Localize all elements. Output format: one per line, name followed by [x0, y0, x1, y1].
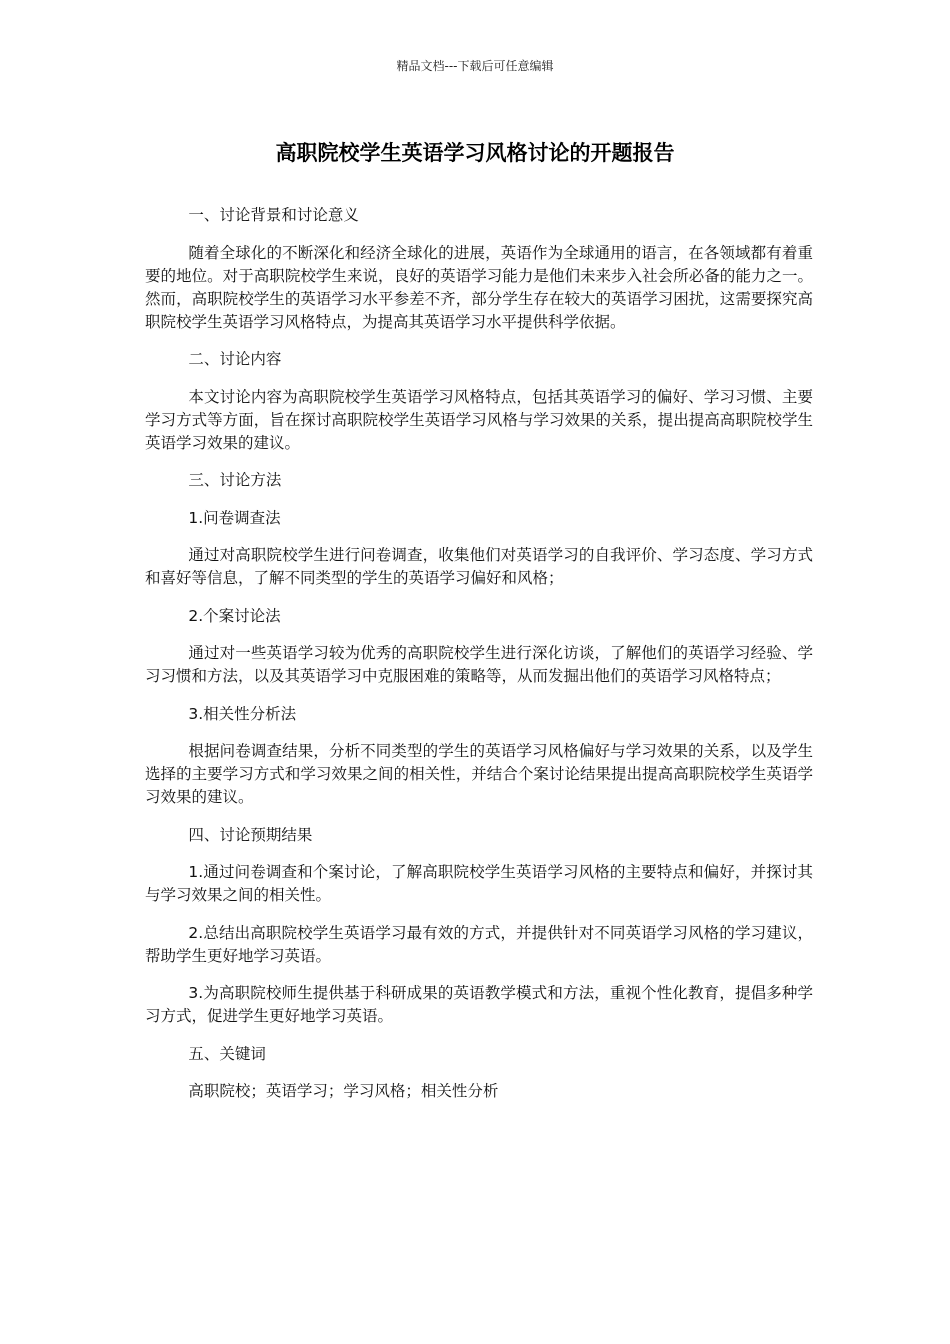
method-heading-case-study: 2.个案讨论法 — [188, 606, 281, 625]
section-heading-content: 二、讨论内容 — [188, 350, 282, 368]
keywords-text: 高职院校；英语学习；学习风格；相关性分析 — [188, 1082, 499, 1100]
expected-result-1: 1.通过问卷调查和个案讨论，了解高职院校学生英语学习风格的主要特点和偏好，并探讨其与学习效果之间的相关性。 — [145, 863, 813, 904]
method-heading-questionnaire: 1.问卷调查法 — [188, 508, 281, 527]
method-heading-correlation: 3.相关性分析法 — [188, 704, 297, 723]
paragraph-case-study: 通过对一些英语学习较为优秀的高职院校学生进行深化访谈，了解他们的英语学习经验、学习习惯和方法，以及其英语学习中克服困难的策略等，从而发掘出他们的英语学习风格特点； — [145, 644, 813, 685]
paragraph-questionnaire: 通过对高职院校学生进行问卷调查，收集他们对英语学习的自我评价、学习态度、学习方式和喜好等信息，了解不同类型的学生的英语学习偏好和风格； — [145, 546, 813, 587]
document-title: 高职院校学生英语学习风格讨论的开题报告 — [275, 141, 675, 165]
paragraph-background: 随着全球化的不断深化和经济全球化的进展，英语作为全球通用的语言，在各领域都有着重要的地位。对于高职院校学生来说，良好的英语学习能力是他们未来步入社会所必备的能力之一。然而，高职院校学生的英语学习水平参差不齐，部分学生存在较大的英语学习困扰，这需要探究高职院校学生英语学习风格特点，为提高其英语学习水平提供科学依据。 — [145, 243, 813, 331]
expected-result-3: 3.为高职院校师生提供基于科研成果的英语教学模式和方法，重视个性化教育，提倡多种学习方式，促进学生更好地学习英语。 — [145, 984, 813, 1025]
header-note: 精品文档---下载后可任意编辑 — [396, 59, 554, 73]
section-heading-background: 一、讨论背景和讨论意义 — [188, 206, 359, 224]
section-heading-expected-results: 四、讨论预期结果 — [188, 825, 313, 844]
document-body — [145, 204, 813, 1118]
expected-result-2: 2.总结出高职院校学生英语学习最有效的方式，并提供针对不同英语学习风格的学习建议，帮助学生更好地学习英语。 — [145, 923, 813, 965]
paragraph-correlation: 根据问卷调查结果，分析不同类型的学生的英语学习风格偏好与学习效果的关系，以及学生选择的主要学习方式和学习效果之间的相关性，并结合个案讨论结果提出提高高职院校学生英语学习效果的建议。 — [145, 742, 813, 806]
paragraph-content: 本文讨论内容为高职院校学生英语学习风格特点，包括其英语学习的偏好、学习习惯、主要学习方式等方面，旨在探讨高职院校学生英语学习风格与学习效果的关系，提出提高高职院校学生英语学习效果的建议。 — [145, 387, 813, 452]
section-heading-methods: 三、讨论方法 — [188, 471, 282, 489]
section-heading-keywords: 五、关键词 — [188, 1044, 266, 1063]
